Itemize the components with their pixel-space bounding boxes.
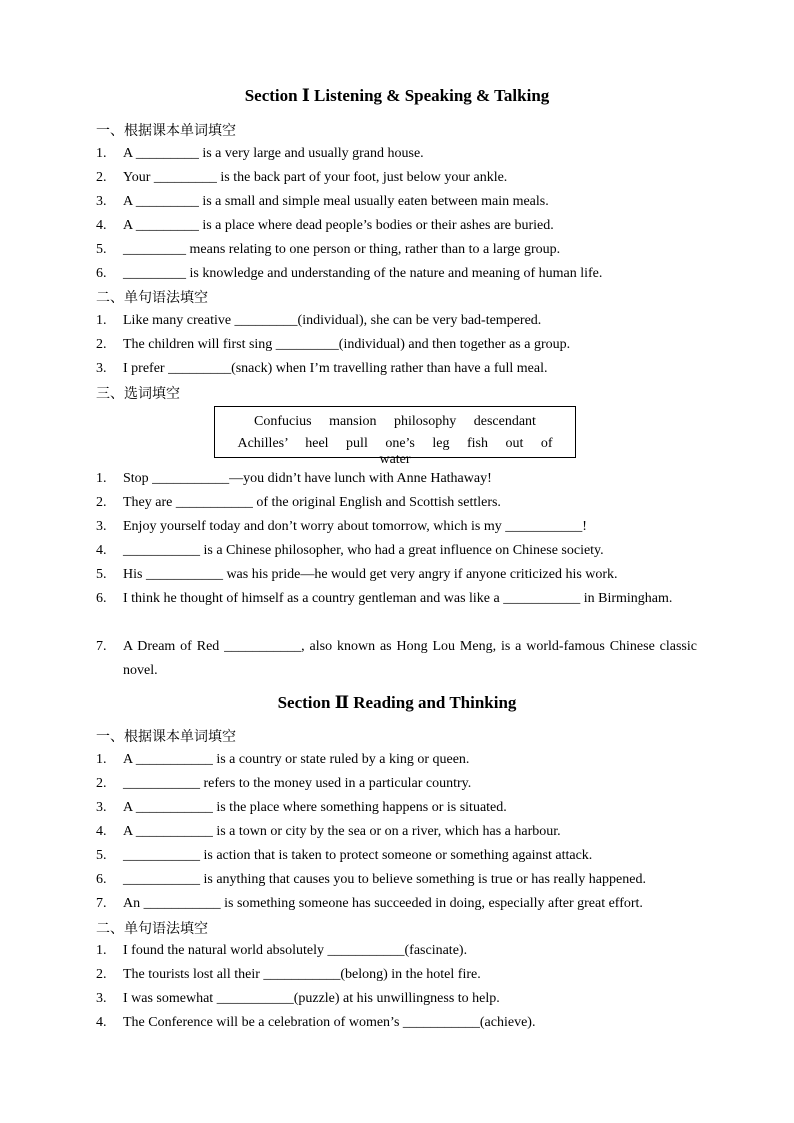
section-1-part-2-heading: 二、单句语法填空 (96, 290, 208, 306)
item-text: ___________ is anything that causes you to believe something is true or has really happened. (123, 872, 646, 887)
item-number: 7. (96, 639, 107, 654)
item-text: Stop ___________—you didn’t have lunch with Anne Hathaway! (123, 471, 492, 486)
item-number: 3. (96, 361, 107, 376)
item-number: 3. (96, 519, 107, 534)
item-text: _________ is knowledge and understanding of the nature and meaning of human life. (123, 266, 603, 281)
item-text: Your _________ is the back part of your foot, just below your ankle. (123, 170, 508, 185)
item-text: The tourists lost all their ___________(belong) in the hotel fire. (123, 967, 481, 982)
item-text: A _________ is a place where dead people’s bodies or their ashes are buried. (123, 218, 554, 233)
item-text: A ___________ is a town or city by the sea or on a river, which has a harbour. (123, 824, 561, 839)
item-text: An ___________ is something someone has succeeded in doing, especially after great effort. (123, 896, 643, 911)
item-number: 2. (96, 776, 107, 791)
item-number: 2. (96, 495, 107, 510)
item-number: 4. (96, 1015, 107, 1030)
item-number: 1. (96, 943, 107, 958)
item-number: 2. (96, 337, 107, 352)
item-text: ___________ is action that is taken to protect someone or something against attack. (123, 848, 593, 863)
word-bank-box (214, 406, 576, 467)
section-1-title: Section Ⅰ Listening & Speaking & Talking (244, 86, 550, 105)
item-text: ___________ refers to the money used in a particular country. (123, 776, 472, 791)
item-number: 1. (96, 313, 107, 328)
item-number: 3. (96, 194, 107, 209)
item-text: Enjoy yourself today and don’t worry about tomorrow, which is my ___________! (123, 519, 587, 534)
section-2-title: Section Ⅱ Reading and Thinking (277, 693, 517, 712)
item-text: I think he thought of himself as a country gentleman and was like a ___________ in Birmingham. (123, 591, 673, 606)
item-number: 3. (96, 800, 107, 815)
section-1-part-1-heading: 一、根据课本单词填空 (96, 123, 236, 139)
item-text: A ___________ is a country or state ruled by a king or queen. (123, 752, 470, 767)
item-number: 2. (96, 967, 107, 982)
word-bank-row-1: Confucius mansion philosophy descendant (254, 414, 536, 429)
item-text: I found the natural world absolutely ___________(fascinate). (123, 943, 468, 958)
section-2-part-2-heading: 二、单句语法填空 (96, 921, 208, 937)
item-number: 1. (96, 752, 107, 767)
item-text: Like many creative _________(individual), she can be very bad-tempered. (123, 313, 542, 328)
item-text: _________ means relating to one person or thing, rather than to a large group. (123, 242, 561, 257)
item-text: A Dream of Red ___________, also known as Hong Lou Meng, is a world-famous Chinese classic novel. (123, 639, 697, 678)
item-number: 5. (96, 567, 107, 582)
item-text: They are ___________ of the original English and Scottish settlers. (123, 495, 501, 510)
item-text: His ___________ was his pride—he would get very angry if anyone criticized his work. (123, 567, 618, 582)
item-text: I was somewhat ___________(puzzle) at his unwillingness to help. (123, 991, 500, 1006)
item-number: 3. (96, 991, 107, 1006)
item-number: 6. (96, 591, 107, 606)
item-number: 7. (96, 896, 107, 911)
section-2-part-1-heading: 一、根据课本单词填空 (96, 729, 236, 745)
item-number: 4. (96, 824, 107, 839)
item-number: 1. (96, 146, 107, 161)
word-bank-row-2: Achilles’ heel pull one’s leg fish out of water (237, 436, 553, 467)
section-1-part-3-heading: 三、选词填空 (96, 386, 180, 402)
item-text: A _________ is a small and simple meal usually eaten between main meals. (123, 194, 549, 209)
item-text: A _________ is a very large and usually grand house. (123, 146, 424, 161)
item-number: 2. (96, 170, 107, 185)
item-text: ___________ is a Chinese philosopher, who had a great influence on Chinese society. (123, 543, 604, 558)
item-number: 4. (96, 218, 107, 233)
item-number: 1. (96, 471, 107, 486)
item-number: 5. (96, 242, 107, 257)
item-number: 5. (96, 848, 107, 863)
item-number: 6. (96, 266, 107, 281)
item-text: The Conference will be a celebration of women’s ___________(achieve). (123, 1015, 536, 1030)
item-text: I prefer _________(snack) when I’m travelling rather than have a full meal. (123, 361, 548, 376)
item-text: The children will first sing _________(individual) and then together as a group. (123, 337, 571, 352)
item-number: 4. (96, 543, 107, 558)
item-number: 6. (96, 872, 107, 887)
item-text: A ___________ is the place where something happens or is situated. (123, 800, 507, 815)
